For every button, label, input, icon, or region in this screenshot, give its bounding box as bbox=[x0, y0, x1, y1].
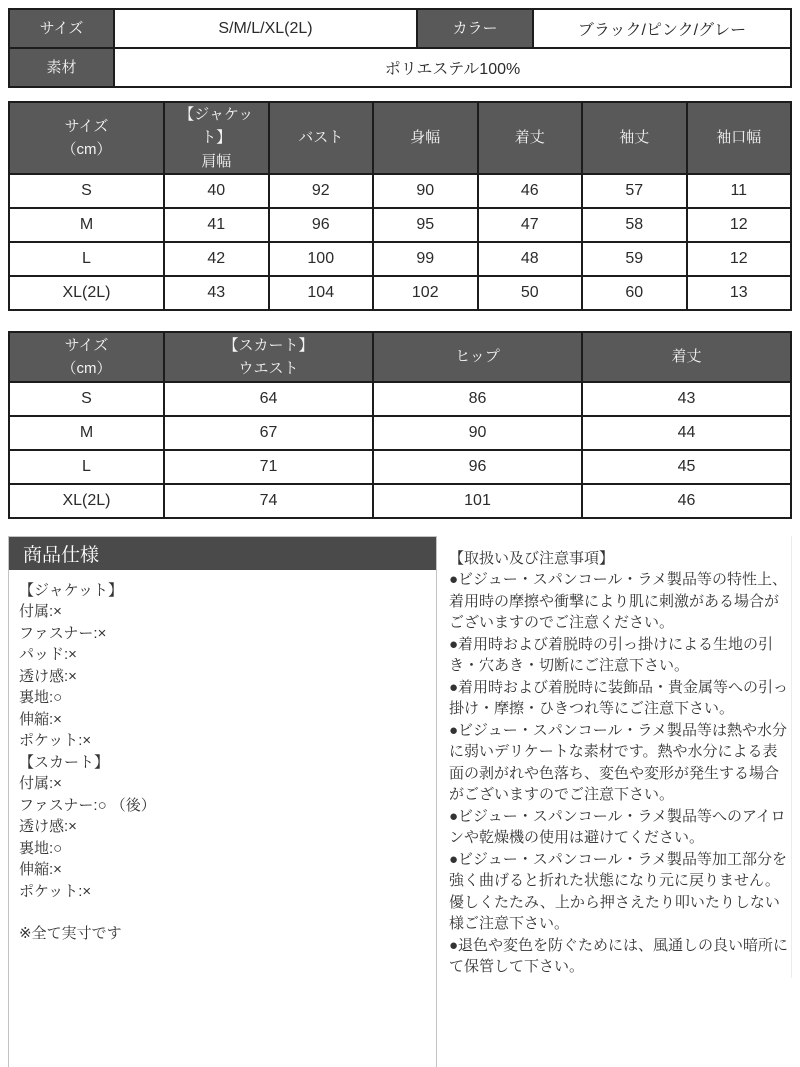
value-cell: 48 bbox=[478, 242, 583, 276]
value-cell: 46 bbox=[582, 484, 791, 518]
spec-line: 【スカート】 bbox=[19, 753, 110, 771]
spec-line: 裏地:○ bbox=[19, 689, 63, 707]
skirt-size-table bbox=[8, 331, 792, 519]
value-cell: 100 bbox=[269, 242, 374, 276]
jacket-bust-header-cell: バスト bbox=[269, 102, 374, 174]
size-cell: L bbox=[9, 450, 164, 484]
material-value-cell: ポリエステル100% bbox=[114, 48, 791, 87]
care-note: ●退色や変色を防ぐためには、風通しの良い暗所にて保管して下さい。 bbox=[449, 936, 789, 976]
value-cell: 12 bbox=[687, 208, 792, 242]
size-cell: M bbox=[9, 416, 164, 450]
bottom-section bbox=[8, 536, 792, 1067]
spec-line: ファスナー:○ （後） bbox=[19, 796, 156, 814]
care-note: ●着用時および着脱時に装飾品・貴金属等への引っ掛け・摩擦・ひきつれ等にご注意下さい。 bbox=[449, 678, 789, 718]
size-cm-header-cell: サイズ （cm） bbox=[9, 332, 164, 382]
skirt-hip-header-cell: ヒップ bbox=[373, 332, 582, 382]
jacket-length-header-cell: 着丈 bbox=[478, 102, 583, 174]
product-info-table bbox=[8, 8, 792, 88]
value-cell: 59 bbox=[582, 242, 687, 276]
spec-line: 付属:× bbox=[19, 775, 62, 793]
spec-box-title: 商品仕様 bbox=[9, 537, 436, 570]
size-cell: L bbox=[9, 242, 164, 276]
care-note: ●ビジュー・スパンコール・ラメ製品等加工部分を強く曲げると折れた状態になり元に戻りません。優しくたたみ、上から押さえたり叩いたりしない様ご注意下さい。 bbox=[449, 850, 788, 933]
value-cell: 45 bbox=[582, 450, 791, 484]
spec-line: 伸縮:× bbox=[19, 710, 62, 728]
value-cell: 86 bbox=[373, 382, 582, 416]
size-cm-header-cell: サイズ （cm） bbox=[9, 102, 164, 174]
value-cell: 71 bbox=[164, 450, 373, 484]
jacket-sleeve-header-cell: 袖丈 bbox=[582, 102, 687, 174]
table-header-row bbox=[9, 332, 791, 382]
skirt-waist-header-cell: 【スカート】 ウエスト bbox=[164, 332, 373, 382]
care-note: ●ビジュー・スパンコール・ラメ製品等は熱や水分に弱いデリケートな素材です。熱や水分による表面の剥がれや色落ち、変色や変形が発生する場合がございますのでご注意下さい。 bbox=[449, 721, 788, 804]
spec-line: ファスナー:× bbox=[19, 624, 107, 642]
jacket-width-header-cell: 身幅 bbox=[373, 102, 478, 174]
table-row bbox=[9, 174, 791, 208]
size-cell: S bbox=[9, 382, 164, 416]
value-cell: 13 bbox=[687, 276, 792, 310]
table-row bbox=[9, 9, 791, 48]
value-cell: 64 bbox=[164, 382, 373, 416]
value-cell: 101 bbox=[373, 484, 582, 518]
color-value-cell: ブラック/ピンク/グレー bbox=[533, 9, 791, 48]
spec-line-list bbox=[9, 570, 436, 903]
care-note: ●ビジュー・スパンコール・ラメ製品等へのアイロンや乾燥機の使用は避けてください。 bbox=[449, 807, 786, 847]
value-cell: 90 bbox=[373, 174, 478, 208]
size-cell: XL(2L) bbox=[9, 276, 164, 310]
value-cell: 43 bbox=[164, 276, 269, 310]
value-cell: 42 bbox=[164, 242, 269, 276]
value-cell: 92 bbox=[269, 174, 374, 208]
table-header-row bbox=[9, 102, 791, 174]
value-cell: 67 bbox=[164, 416, 373, 450]
table-row bbox=[9, 276, 791, 310]
value-cell: 95 bbox=[373, 208, 478, 242]
size-cell: S bbox=[9, 174, 164, 208]
value-cell: 11 bbox=[687, 174, 792, 208]
product-spec-box bbox=[8, 536, 437, 1067]
table-row bbox=[9, 48, 791, 87]
jacket-shoulder-header-cell: 【ジャケット】 肩幅 bbox=[164, 102, 269, 174]
skirt-group-label: 【スカート】 bbox=[223, 336, 314, 354]
value-cell: 58 bbox=[582, 208, 687, 242]
value-cell: 74 bbox=[164, 484, 373, 518]
value-cell: 104 bbox=[269, 276, 374, 310]
size-cell: XL(2L) bbox=[9, 484, 164, 518]
table-row bbox=[9, 450, 791, 484]
spec-line: 【ジャケット】 bbox=[19, 581, 123, 599]
spec-line: パッド:× bbox=[19, 646, 77, 664]
value-cell: 60 bbox=[582, 276, 687, 310]
value-cell: 43 bbox=[582, 382, 791, 416]
skirt-length-header-cell: 着丈 bbox=[582, 332, 791, 382]
jacket-size-table bbox=[8, 101, 792, 311]
value-cell: 46 bbox=[478, 174, 583, 208]
table-row bbox=[9, 242, 791, 276]
spec-line: 伸縮:× bbox=[19, 861, 62, 879]
size-value-cell: S/M/L/XL(2L) bbox=[114, 9, 417, 48]
spec-line: 透け感:× bbox=[19, 818, 77, 836]
spec-line: ポケット:× bbox=[19, 882, 92, 900]
size-label-cell: サイズ bbox=[9, 9, 114, 48]
value-cell: 44 bbox=[582, 416, 791, 450]
jacket-group-label: 【ジャケット】 bbox=[179, 106, 254, 147]
value-cell: 96 bbox=[373, 450, 582, 484]
size-cell: M bbox=[9, 208, 164, 242]
table-row bbox=[9, 484, 791, 518]
jacket-cuff-header-cell: 袖口幅 bbox=[687, 102, 792, 174]
value-cell: 41 bbox=[164, 208, 269, 242]
value-cell: 12 bbox=[687, 242, 792, 276]
spec-note: ※全て実寸です bbox=[19, 925, 122, 943]
value-cell: 57 bbox=[582, 174, 687, 208]
value-cell: 96 bbox=[269, 208, 374, 242]
value-cell: 40 bbox=[164, 174, 269, 208]
value-cell: 50 bbox=[478, 276, 583, 310]
value-cell: 47 bbox=[478, 208, 583, 242]
value-cell: 90 bbox=[373, 416, 582, 450]
spec-line: 裏地:○ bbox=[19, 839, 63, 857]
care-notes-title: 【取扱い及び注意事項】 bbox=[449, 549, 615, 567]
table-row bbox=[9, 208, 791, 242]
spec-line: ポケット:× bbox=[19, 732, 92, 750]
care-notes-section bbox=[449, 536, 792, 978]
care-note: ●ビジュー・スパンコール・ラメ製品等の特性上、着用時の摩擦や衝撃により肌に刺激がある場合がございますのでご注意ください。 bbox=[449, 571, 788, 632]
value-cell: 102 bbox=[373, 276, 478, 310]
color-label-cell: カラー bbox=[417, 9, 533, 48]
care-note: ●着用時および着脱時の引っ掛けによる生地の引き・穴あき・切断にご注意下さい。 bbox=[449, 635, 774, 675]
table-row bbox=[9, 382, 791, 416]
spec-line: 付属:× bbox=[19, 603, 62, 621]
value-cell: 99 bbox=[373, 242, 478, 276]
table-row bbox=[9, 416, 791, 450]
spec-line: 透け感:× bbox=[19, 667, 77, 685]
material-label-cell: 素材 bbox=[9, 48, 114, 87]
